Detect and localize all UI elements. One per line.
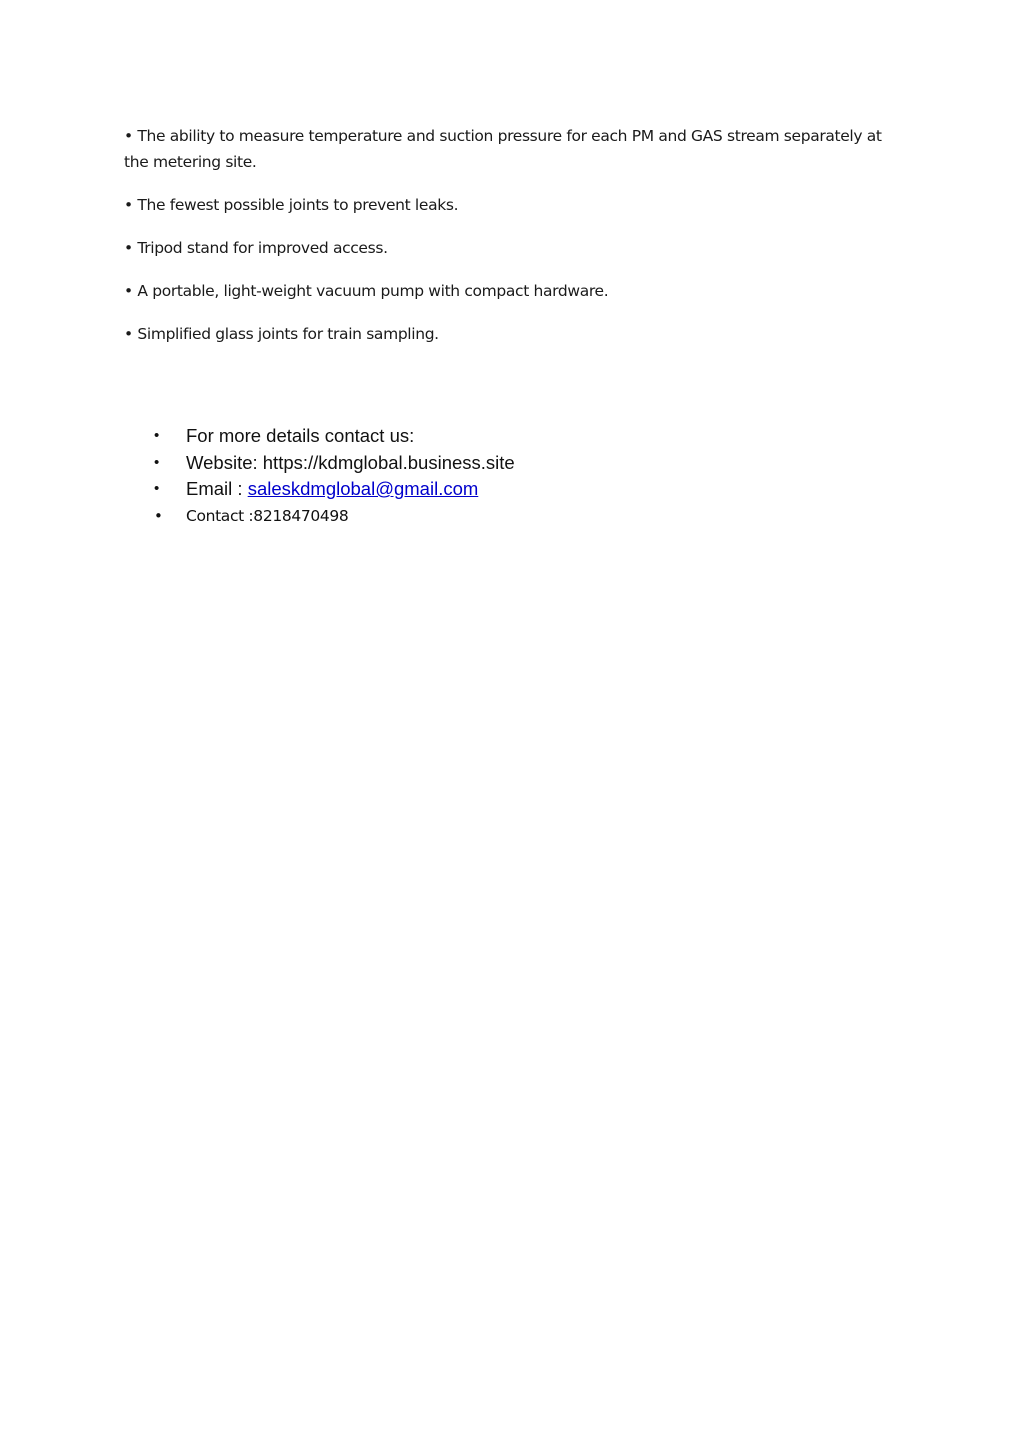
feature-item: • A portable, light-weight vacuum pump with compact hardware. [124, 282, 609, 300]
contact-website [152, 450, 852, 477]
feature-item: • Simplified glass joints for train sampling. [124, 325, 439, 343]
contact-intro [152, 423, 852, 450]
email-label: Email : [186, 478, 248, 499]
phone-text: Contact :8218470498 [186, 506, 349, 525]
email-link[interactable]: saleskdmglobal@gmail.com [247, 478, 479, 499]
feature-item: • The fewest possible joints to prevent leaks. [124, 196, 459, 214]
contact-intro-text: For more details contact us: [186, 425, 415, 446]
bullet-icon: • [154, 506, 163, 525]
contact-email [152, 476, 852, 503]
feature-list [124, 123, 899, 364]
contact-phone [152, 503, 852, 530]
contact-list [152, 423, 852, 529]
bullet-icon: • [154, 480, 160, 497]
bullet-icon: • [154, 453, 160, 471]
feature-item: • Tripod stand for improved access. [124, 239, 388, 257]
bullet-icon: • [154, 427, 160, 444]
feature-item: • The ability to measure temperature and suction pressure for each PM and GAS stream separately at the metering site. [124, 127, 882, 171]
website-text: Website: https://kdmglobal.business.site [186, 451, 515, 473]
